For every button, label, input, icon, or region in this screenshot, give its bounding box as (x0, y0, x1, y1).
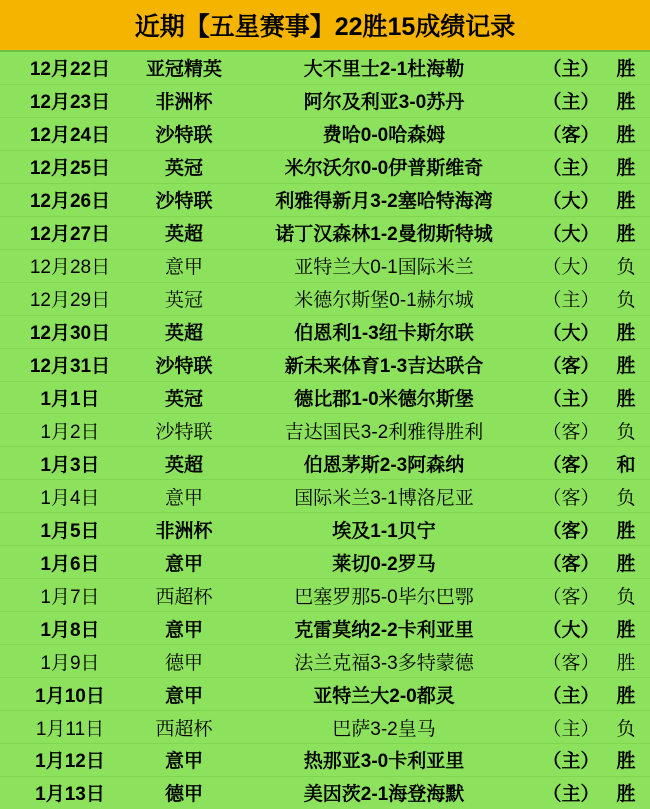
cell-date: 1月3日 (40, 454, 100, 476)
cell-league: 德甲 (164, 784, 203, 806)
cell-league: 西超杯 (155, 718, 213, 740)
cell-match: 巴塞罗那5-0毕尔巴鄂 (294, 586, 474, 608)
table-row (0, 316, 650, 349)
cell-venue: （客） (542, 553, 600, 575)
cell-date: 1月8日 (40, 619, 100, 641)
cell-result: 胜 (616, 685, 636, 707)
cell-match: 米尔沃尔0-0伊普斯维奇 (284, 158, 484, 180)
cell-venue: （主） (542, 158, 600, 180)
cell-league: 西超杯 (155, 586, 213, 608)
cell-venue: （客） (542, 356, 600, 378)
cell-venue: （主） (542, 59, 600, 81)
cell-venue: （大） (542, 619, 600, 641)
cell-date: 1月6日 (40, 553, 100, 575)
table-row (0, 777, 650, 809)
cell-venue: （客） (542, 652, 600, 674)
cell-result: 负 (616, 257, 636, 279)
cell-league: 英超 (164, 454, 203, 476)
cell-venue: （主） (542, 290, 600, 312)
cell-match: 亚特兰大2-0都灵 (313, 685, 455, 707)
cell-league: 意甲 (164, 553, 203, 575)
cell-venue: （客） (542, 421, 600, 443)
cell-league: 意甲 (164, 487, 203, 509)
cell-date: 12月28日 (29, 257, 111, 279)
cell-match: 利雅得新月3-2塞哈特海湾 (275, 191, 493, 213)
cell-result: 胜 (616, 323, 636, 345)
cell-league: 意甲 (164, 257, 203, 279)
cell-league: 意甲 (164, 619, 203, 641)
cell-result: 负 (616, 718, 636, 740)
cell-venue: （客） (542, 125, 600, 147)
cell-venue: （主） (542, 784, 600, 806)
cell-venue: （主） (542, 751, 600, 773)
cell-result: 胜 (616, 125, 636, 147)
table-row (0, 382, 650, 415)
cell-venue: （客） (542, 487, 600, 509)
table-row (0, 250, 650, 283)
cell-match: 国际米兰3-1博洛尼亚 (294, 487, 474, 509)
cell-date: 12月27日 (29, 224, 111, 246)
table-row (0, 151, 650, 184)
cell-result: 胜 (616, 652, 636, 674)
cell-date: 12月22日 (29, 59, 111, 81)
cell-result: 胜 (616, 619, 636, 641)
cell-date: 12月24日 (29, 125, 111, 147)
cell-league: 德甲 (164, 652, 203, 674)
cell-venue: （大） (542, 323, 600, 345)
results-list (0, 52, 650, 809)
cell-result: 胜 (616, 92, 636, 114)
cell-league: 英超 (164, 323, 203, 345)
cell-league: 沙特联 (155, 421, 213, 443)
cell-match: 巴萨3-2皇马 (332, 718, 436, 740)
cell-match: 埃及1-1贝宁 (332, 520, 436, 542)
cell-match: 克雷莫纳2-2卡利亚里 (294, 619, 474, 641)
table-row (0, 744, 650, 777)
table-row (0, 711, 650, 744)
cell-league: 亚冠精英 (145, 59, 222, 81)
cell-date: 1月11日 (35, 718, 105, 740)
table-row (0, 283, 650, 316)
cell-match: 诺丁汉森林1-2曼彻斯特城 (275, 224, 493, 246)
cell-venue: （大） (542, 257, 600, 279)
cell-venue: （客） (542, 520, 600, 542)
cell-league: 沙特联 (155, 125, 213, 147)
cell-league: 英冠 (164, 290, 203, 312)
cell-result: 胜 (616, 59, 636, 81)
cell-venue: （客） (542, 454, 600, 476)
cell-league: 沙特联 (155, 191, 213, 213)
cell-result: 胜 (616, 224, 636, 246)
cell-match: 伯恩利1-3纽卡斯尔联 (294, 323, 474, 345)
cell-date: 1月13日 (35, 784, 105, 806)
cell-match: 美因茨2-1海登海默 (303, 784, 465, 806)
table-row (0, 678, 650, 711)
cell-date: 1月2日 (40, 421, 100, 443)
cell-match: 德比郡1-0米德尔斯堡 (294, 389, 474, 410)
cell-league: 意甲 (164, 685, 203, 707)
table-row (0, 349, 650, 382)
cell-venue: （主） (542, 389, 600, 410)
table-row (0, 513, 650, 546)
cell-date: 1月4日 (40, 487, 100, 509)
cell-result: 负 (616, 421, 636, 443)
cell-league: 英超 (164, 224, 203, 246)
cell-result: 胜 (616, 520, 636, 542)
cell-result: 胜 (616, 751, 636, 773)
table-row (0, 447, 650, 480)
cell-date: 1月12日 (35, 751, 105, 773)
cell-match: 伯恩茅斯2-3阿森纳 (303, 454, 465, 476)
table-row (0, 645, 650, 678)
cell-match: 大不里士2-1杜海勒 (303, 59, 465, 81)
table-row (0, 184, 650, 217)
table-row (0, 118, 650, 151)
table-row (0, 217, 650, 250)
cell-league: 非洲杯 (155, 520, 213, 542)
cell-league: 沙特联 (155, 356, 213, 378)
cell-match: 热那亚3-0卡利亚里 (303, 751, 465, 773)
cell-venue: （主） (542, 685, 600, 707)
cell-result: 胜 (616, 191, 636, 213)
cell-venue: （客） (542, 586, 600, 608)
cell-venue: （主） (542, 92, 600, 114)
cell-date: 1月7日 (40, 586, 100, 608)
cell-result: 和 (616, 454, 636, 476)
cell-date: 12月23日 (29, 92, 111, 114)
cell-date: 12月30日 (29, 323, 111, 345)
cell-match: 新未来体育1-3吉达联合 (284, 356, 484, 378)
cell-match: 亚特兰大0-1国际米兰 (294, 257, 474, 279)
table-row (0, 579, 650, 612)
cell-result: 胜 (616, 553, 636, 575)
cell-date: 12月31日 (29, 356, 111, 378)
page-title: 近期【五星赛事】22胜15成绩记录 (134, 13, 516, 41)
cell-league: 英冠 (164, 158, 203, 180)
cell-result: 胜 (616, 389, 636, 410)
cell-date: 1月10日 (35, 685, 105, 707)
cell-result: 胜 (616, 356, 636, 378)
cell-date: 1月5日 (40, 520, 100, 542)
cell-match: 吉达国民3-2利雅得胜利 (284, 421, 484, 443)
cell-league: 意甲 (164, 751, 203, 773)
cell-date: 12月25日 (29, 158, 111, 180)
cell-result: 负 (616, 290, 636, 312)
table-row (0, 480, 650, 513)
cell-match: 费哈0-0哈森姆 (322, 125, 446, 147)
page-title-bar (0, 0, 650, 52)
cell-result: 胜 (616, 158, 636, 180)
cell-result: 负 (616, 487, 636, 509)
cell-league: 非洲杯 (155, 92, 213, 114)
cell-date: 1月1日 (40, 389, 100, 410)
cell-date: 12月29日 (29, 290, 111, 312)
cell-date: 12月26日 (29, 191, 111, 213)
table-row (0, 612, 650, 645)
cell-date: 1月9日 (40, 652, 100, 674)
cell-league: 英冠 (164, 389, 203, 410)
cell-match: 莱切0-2罗马 (332, 553, 436, 575)
cell-match: 阿尔及利亚3-0苏丹 (303, 92, 465, 114)
table-row (0, 414, 650, 447)
table-row (0, 85, 650, 118)
cell-result: 负 (616, 586, 636, 608)
cell-venue: （主） (542, 718, 600, 740)
table-row (0, 546, 650, 579)
cell-match: 法兰克福3-3多特蒙德 (294, 652, 474, 674)
cell-match: 米德尔斯堡0-1赫尔城 (294, 290, 474, 312)
cell-venue: （大） (542, 224, 600, 246)
cell-result: 胜 (616, 784, 636, 806)
table-row (0, 52, 650, 85)
cell-venue: （大） (542, 191, 600, 213)
